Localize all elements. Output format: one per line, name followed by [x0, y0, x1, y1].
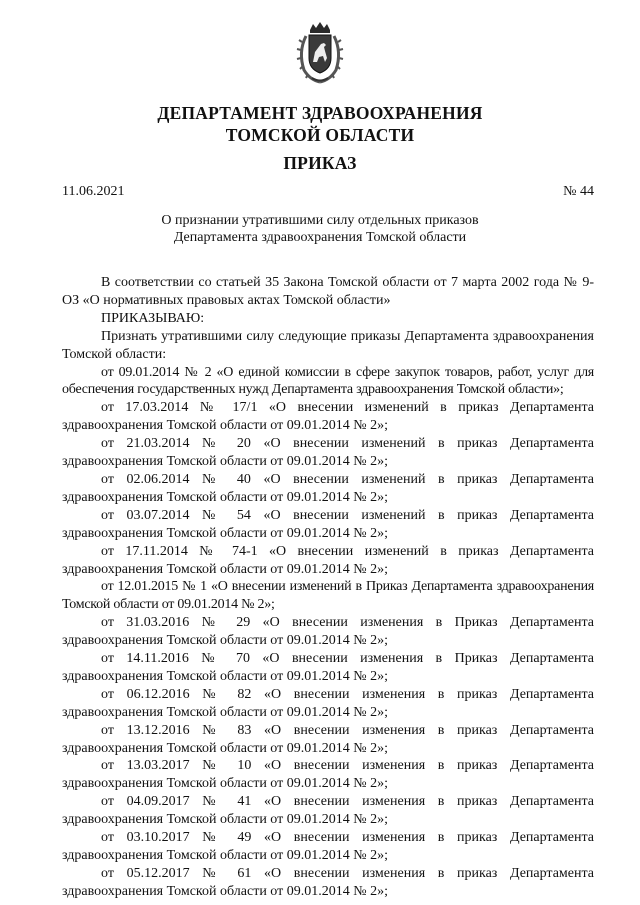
list-item: от 02.06.2014 № 40 «О внесении изменений в приказ Департамента здравоохранения Томской области от 09.01.2014 № 2»; [62, 471, 594, 505]
order-subject [0, 212, 640, 246]
list-item: от 17.03.2014 № 17/1 «О внесении изменений в приказ Департамента здравоохранения Томской области от 09.01.2014 № 2»; [62, 400, 594, 434]
document-type: ПРИКАЗ [283, 153, 357, 173]
list-item: от 05.12.2017 № 61 «О внесении изменения в приказ Департамента здравоохранения Томской области от 09.01.2014 № 2»; [62, 865, 594, 899]
list-item: от 13.12.2016 № 83 «О внесении изменения в приказ Департамента здравоохранения Томской области от 09.01.2014 № 2»; [62, 722, 594, 756]
list-item: от 21.03.2014 № 20 «О внесении изменений в приказ Департамента здравоохранения Томской области от 09.01.2014 № 2»; [62, 436, 594, 470]
order-body [62, 274, 594, 901]
list-item: от 17.11.2014 № 74-1 «О внесении изменений в приказ Департамента здравоохранения Томской области от 09.01.2014 № 2»; [62, 543, 594, 577]
list-item: от 03.07.2014 № 54 «О внесении изменений в приказ Департамента здравоохранения Томской области от 09.01.2014 № 2»; [62, 507, 594, 541]
department-title-line-1: ДЕПАРТАМЕНТ ЗДРАВООХРАНЕНИЯ [157, 103, 483, 123]
order-subject-line-1: О признании утратившими силу отдельных приказов [161, 213, 479, 228]
list-item: от 03.10.2017 № 49 «О внесении изменения в приказ Департамента здравоохранения Томской области от 09.01.2014 № 2»; [62, 830, 594, 863]
list-item: от 31.03.2016 № 29 «О внесении изменения в Приказ Департамента здравоохранения Томской области от 09.01.2014 № 2»; [62, 615, 594, 649]
list-item: от 13.03.2017 № 10 «О внесении изменения в приказ Департамента здравоохранения Томской области от 09.01.2014 № 2»; [62, 758, 594, 792]
order-word: ПРИКАЗЫВАЮ: [101, 310, 205, 326]
coat-of-arms-icon [296, 22, 344, 84]
department-title-line-2: ТОМСКОЙ ОБЛАСТИ [225, 125, 415, 145]
list-item: от 09.01.2014 № 2 «О единой комиссии в сфере закупок товаров, работ, услуг для обеспечения государственных нужд Департамента здравоохранения Томской области»; [62, 364, 594, 398]
order-date: 11.06.2021 [62, 184, 125, 199]
list-item: от 06.12.2016 № 82 «О внесении изменения в приказ Департамента здравоохранения Томской области от 09.01.2014 № 2»; [62, 686, 594, 720]
list-item: от 12.01.2015 № 1 «О внесении изменений в Приказ Департамента здравоохранения Томской области от 09.01.2014 № 2»; [62, 579, 594, 613]
intro-paragraph: В соответствии со статьей 35 Закона Томской области от 7 марта 2002 года № 9-ОЗ «О нормативных правовых актах Томской области» [62, 275, 594, 308]
list-item: от 14.11.2016 № 70 «О внесении изменения в Приказ Департамента здравоохранения Томской области от 09.01.2014 № 2»; [62, 651, 594, 684]
order-number: № 44 [563, 184, 594, 199]
list-item: от 04.09.2017 № 41 «О внесении изменения в приказ Департамента здравоохранения Томской области от 09.01.2014 № 2»; [62, 794, 594, 828]
department-title [0, 102, 640, 146]
lead-paragraph: Признать утратившими силу следующие приказы Департамента здравоохранения Томской области: [62, 328, 594, 362]
order-subject-line-2: Департамента здравоохранения Томской области [173, 230, 467, 245]
